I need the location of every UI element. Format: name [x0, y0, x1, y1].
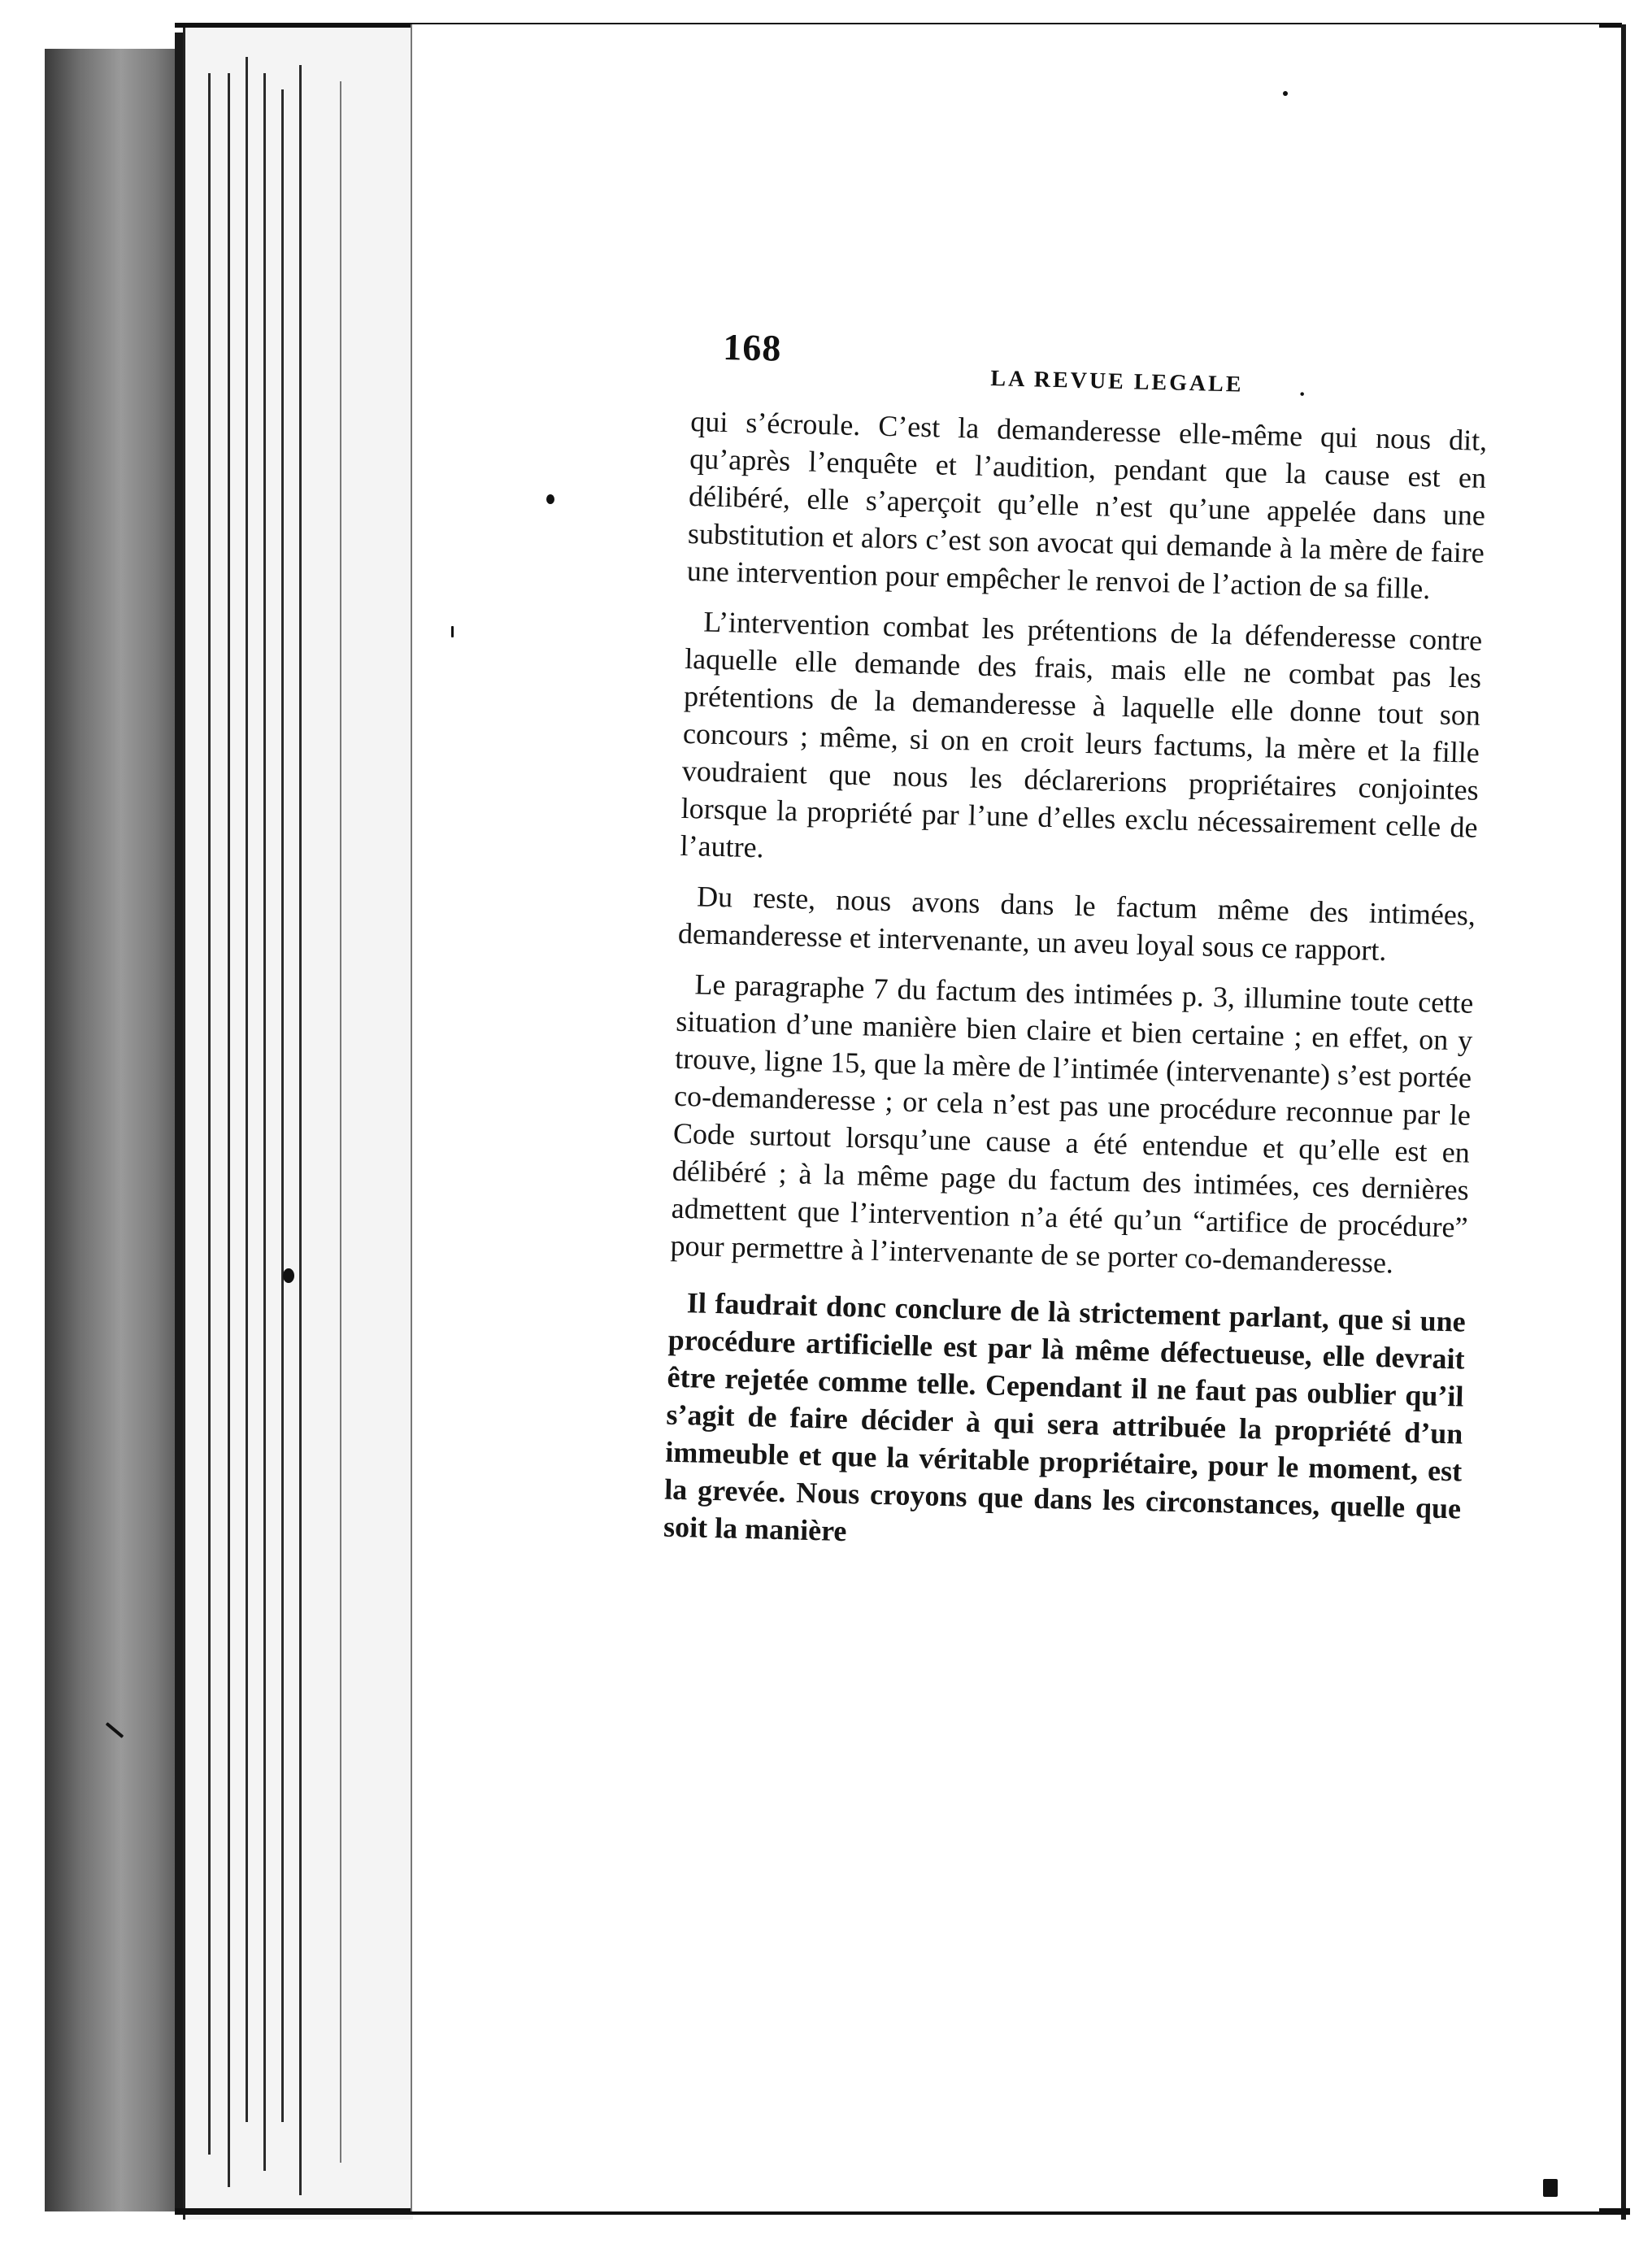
journal-title: LA REVUE LEGALE — [990, 366, 1244, 398]
scan-speck — [1543, 2179, 1558, 2197]
scan-speck — [546, 494, 554, 504]
paragraph: Du reste, nous avons dans le factum même des intimées, demanderesse et intervenante, un aveu loyal sous ce rapport. — [677, 880, 1476, 968]
page-edge-line — [281, 89, 284, 2122]
body-text — [663, 402, 1487, 1578]
scan-speck — [283, 1268, 294, 1283]
page-edge-line — [228, 73, 230, 2187]
binding-edge — [175, 33, 183, 2211]
page-edge-line — [246, 57, 248, 2122]
right-border — [1621, 24, 1626, 2220]
page-number: 168 — [722, 325, 782, 369]
stray-mark: . — [1298, 376, 1306, 402]
page-edge-line — [263, 73, 266, 2171]
page-edge-line — [299, 65, 302, 2195]
scan-speck — [1283, 91, 1288, 96]
page-edge-line — [340, 81, 341, 2163]
page-edge-line — [208, 73, 211, 2155]
scan-speck — [451, 626, 454, 637]
book-binding — [45, 49, 183, 2211]
paragraph: L’intervention combat les prétentions de la défenderesse contre laquelle elle demande des frais, mais elle ne combat pas les prétentions de la demanderesse à laquelle elle donne tout son concours ; même, si on en croit leurs factums, la mère et la fille voudraient que nous les déclarerions propriétaires conjointes lorsque la propriété par l’une d’elles exclu nécessairement celle de l’autre. — [680, 605, 1483, 864]
stacked-page-edges — [183, 24, 413, 2220]
paragraph: qui s’écroule. C’est la demanderesse elle-même qui nous dit, qu’après l’enquête et l’audition, pendant que la cause est en délibéré, elle s’aperçoit qu’elle n’est qu’une appelée dans une substitution et alors c’est son avocat qui demande à la mère de faire une intervention pour empêcher le renvoi de l’action de sa fille. — [686, 404, 1488, 606]
paragraph: Il faudrait donc conclure de là strictement parlant, que si une procédure artificielle est par là même défectueuse, elle devrait être rejetée comme telle. Cependant il ne faut pas oublier qu’il s’agit de faire décider à qui sera attribuée la propriété d’un immeuble et que la véritable propriétaire, pour le moment, est la grevée. Nous croyons que dans les circonstances, quelle que soit la manière — [663, 1286, 1467, 1548]
paragraph: Le paragraphe 7 du factum des intimées p. 3, illumine toute cette situation d’une manière bien claire et bien certaine ; en effet, on y trouve, ligne 15, que la mère de l’intimée (intervenante) s’est portée co-demanderesse ; or cela n’est pas une procédure reconnue par le Code surtout lorsqu’une cause a été entendue et qu’elle est en délibéré ; à la même page du factum des intimées, ces dernières admettent que l’intervention n’a été qu’un “artifice de procédure” pour permettre à l’intervenante de se porter co-demanderesse. — [670, 968, 1474, 1280]
